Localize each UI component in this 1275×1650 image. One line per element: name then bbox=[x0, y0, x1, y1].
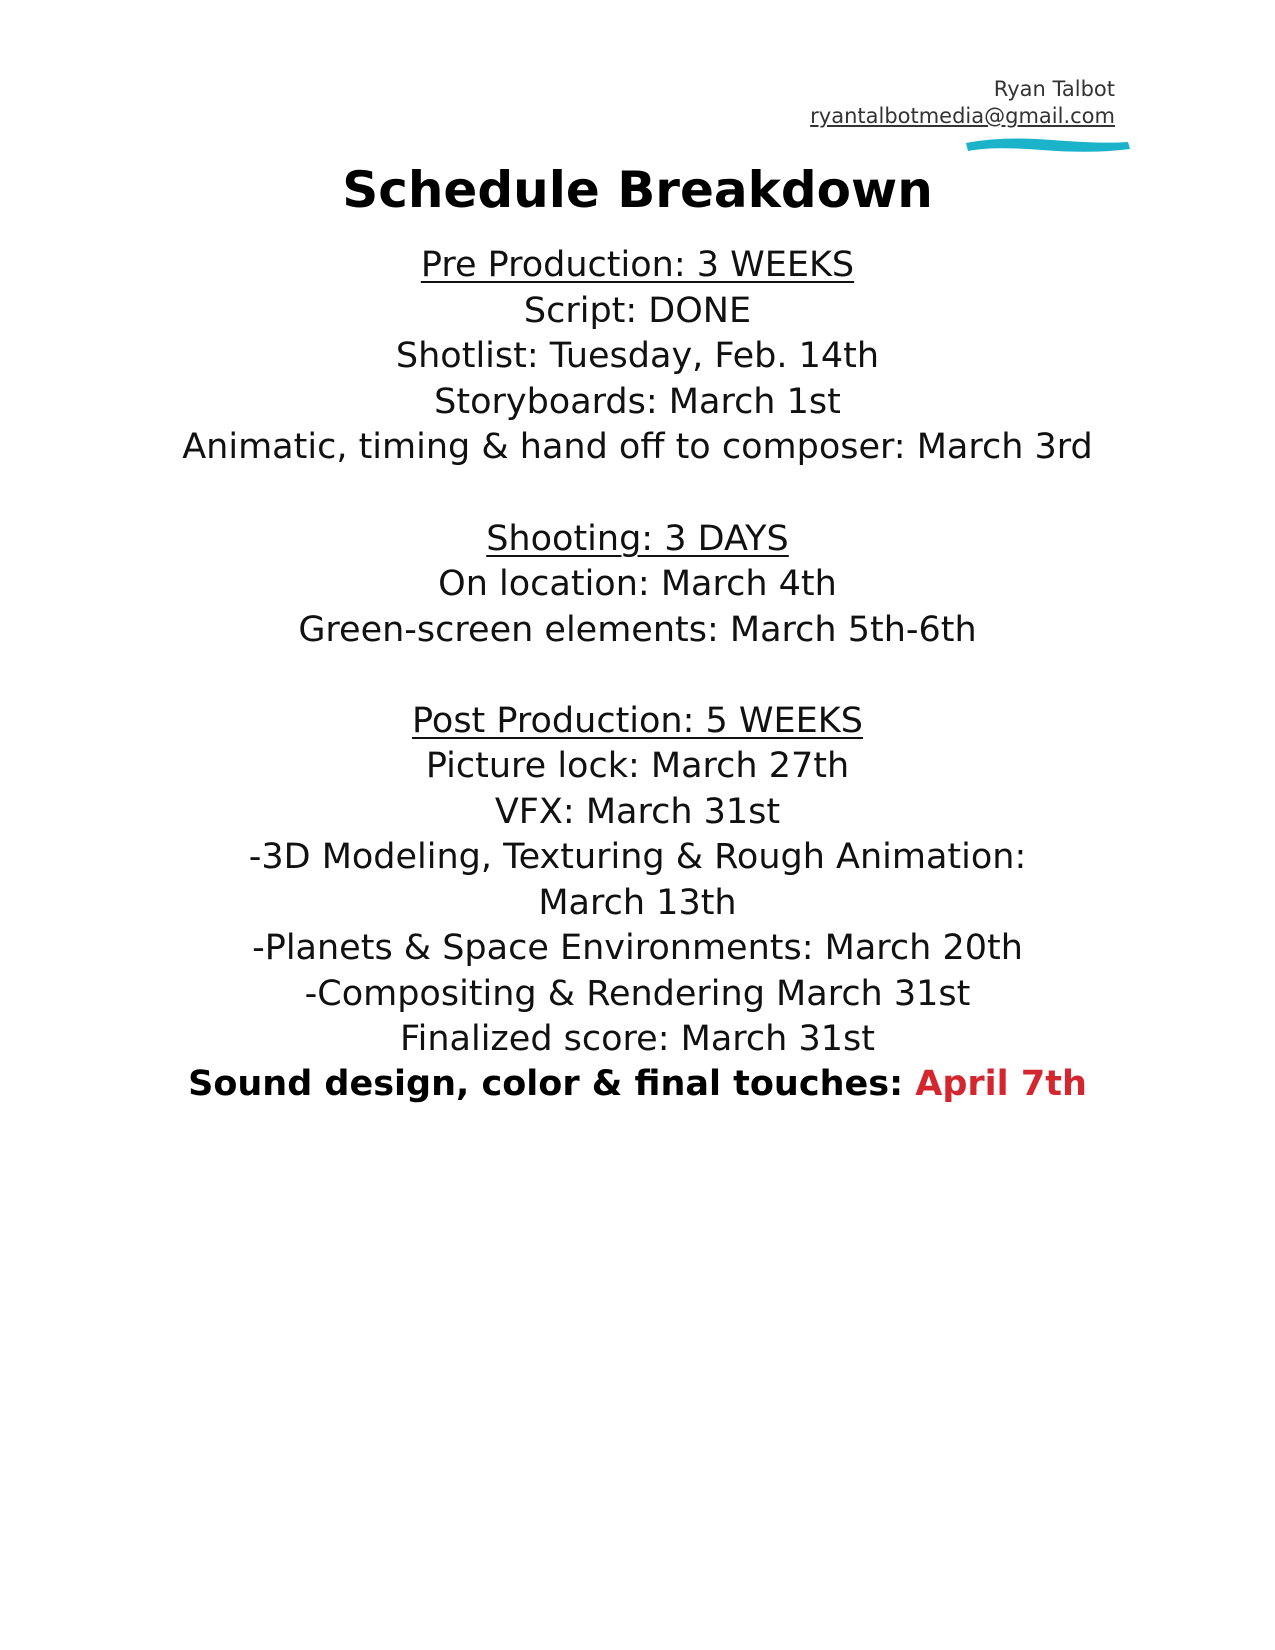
pre-production-item: Script: DONE bbox=[523, 291, 752, 331]
pre-production-heading: Pre Production: 3 WEEKS bbox=[420, 245, 855, 285]
post-production-item: VFX: March 31st bbox=[494, 792, 781, 832]
shooting-item: Green-screen elements: March 5th-6th bbox=[298, 610, 977, 650]
shooting-item: On location: March 4th bbox=[438, 564, 837, 604]
post-production-item: Picture lock: March 27th bbox=[425, 746, 850, 786]
final-deadline-label: Sound design, color & final touches: bbox=[188, 1064, 904, 1104]
shooting-heading: Shooting: 3 DAYS bbox=[486, 519, 789, 559]
post-production-item: March 13th bbox=[538, 883, 737, 923]
contact-block bbox=[810, 76, 1115, 130]
post-production-item: -Compositing & Rendering March 31st bbox=[304, 974, 971, 1014]
final-deadline-line bbox=[0, 1062, 1275, 1106]
post-production-item: -3D Modeling, Texturing & Rough Animation: bbox=[248, 837, 1027, 877]
contact-email-link[interactable]: ryantalbotmedia@gmail.com bbox=[810, 104, 1115, 128]
post-production-item: Finalized score: March 31st bbox=[400, 1019, 875, 1059]
pre-production-item: Storyboards: March 1st bbox=[434, 382, 841, 422]
page-title: Schedule Breakdown bbox=[342, 161, 933, 219]
redaction-mark bbox=[962, 134, 1132, 156]
contact-name: Ryan Talbot bbox=[993, 77, 1115, 101]
final-deadline-date: April 7th bbox=[915, 1064, 1087, 1104]
pre-production-item: Animatic, timing & hand off to composer: March 3rd bbox=[182, 427, 1093, 467]
post-production-item: -Planets & Space Environments: March 20th bbox=[252, 928, 1023, 968]
post-production-heading: Post Production: 5 WEEKS bbox=[412, 701, 863, 741]
pre-production-item: Shotlist: Tuesday, Feb. 14th bbox=[395, 336, 880, 376]
